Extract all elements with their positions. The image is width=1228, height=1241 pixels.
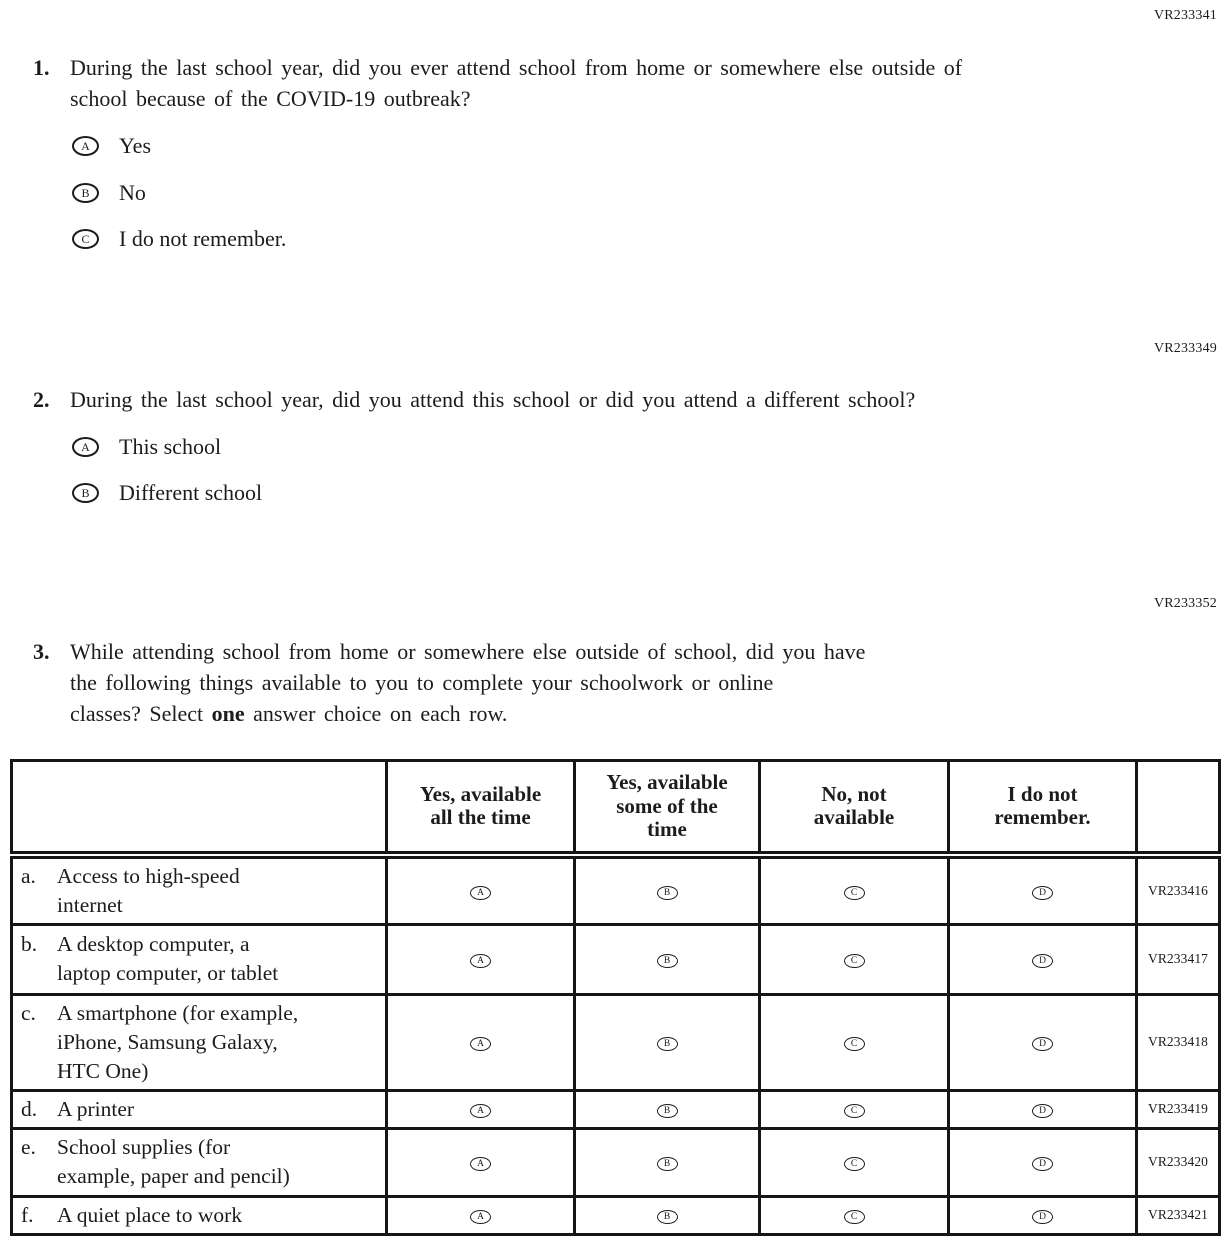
row-vr-code: VR233416: [1137, 855, 1220, 925]
response-grid: [10, 759, 1221, 1236]
row-vr-code: VR233419: [1137, 1090, 1220, 1128]
answer-bubble-c[interactable]: C: [844, 1104, 865, 1118]
answer-bubble-b[interactable]: B: [657, 1104, 678, 1118]
q1-option-b: [72, 180, 146, 206]
answer-bubble-d[interactable]: D: [1032, 886, 1053, 900]
q2-option-b: [72, 480, 262, 506]
row-vr-code: VR233417: [1137, 924, 1220, 994]
question-3-line: the following things available to you to complete your schoolwork or online: [70, 670, 774, 695]
table-row-b: [12, 924, 1220, 994]
table-row-a: [12, 855, 1220, 925]
table-row-d: [12, 1090, 1220, 1128]
answer-bubble-a[interactable]: A: [470, 954, 491, 968]
answer-bubble-c[interactable]: C: [72, 229, 99, 249]
table-row-e: [12, 1128, 1220, 1196]
question-1-line: During the last school year, did you ever attend school from home or somewhere else outside of: [70, 55, 963, 80]
question-3-line: [70, 698, 1080, 729]
row-letter: f.: [21, 1202, 34, 1227]
table-row-f: [12, 1196, 1220, 1234]
vr-code-q3: VR233352: [1153, 596, 1217, 611]
q1-option-c-label: I do not remember.: [119, 226, 287, 251]
row-letter: a.: [21, 863, 36, 888]
question-2-line: During the last school year, did you attend this school or did you attend a different school?: [70, 387, 916, 412]
header-line: all the time: [430, 805, 531, 830]
answer-bubble-c[interactable]: C: [844, 1210, 865, 1224]
row-letter: c.: [21, 1000, 36, 1025]
q3-line3-before: classes? Select: [70, 701, 212, 726]
answer-bubble-a[interactable]: A: [470, 1104, 491, 1118]
grid-header-row: [12, 761, 1220, 855]
row-vr-code: VR233421: [1137, 1196, 1220, 1234]
header-line: I do not: [1007, 781, 1078, 806]
row-label-line: School supplies (for: [57, 1135, 231, 1159]
row-letter: e.: [21, 1135, 36, 1159]
question-2: [33, 384, 1080, 415]
grid-header-empty: [12, 761, 387, 855]
answer-bubble-d[interactable]: D: [1032, 1037, 1053, 1051]
row-label-line: laptop computer, or tablet: [57, 961, 279, 985]
row-label-line: iPhone, Samsung Galaxy,: [57, 1029, 278, 1054]
answer-bubble-a[interactable]: A: [72, 136, 99, 156]
answer-bubble-b[interactable]: B: [657, 1157, 678, 1171]
q2-option-a-label: This school: [119, 434, 222, 459]
vr-code-q2: VR233349: [1153, 341, 1217, 356]
question-3: [33, 636, 1080, 729]
question-3-number: 3.: [33, 639, 50, 664]
answer-bubble-b[interactable]: B: [72, 483, 99, 503]
answer-bubble-d[interactable]: D: [1032, 1210, 1053, 1224]
header-line: time: [647, 817, 687, 841]
row-letter: b.: [21, 932, 38, 956]
question-2-number: 2.: [33, 387, 50, 412]
q1-option-b-label: No: [119, 180, 146, 205]
header-line: No, not: [821, 781, 887, 806]
header-line: Yes, available: [419, 781, 542, 806]
q3-line3-bold: one: [211, 701, 245, 726]
question-2-text: [70, 384, 1080, 415]
header-line: available: [813, 805, 895, 830]
row-label-line: A printer: [57, 1096, 135, 1121]
answer-bubble-a[interactable]: A: [470, 886, 491, 900]
grid-header-yes-all: [387, 761, 575, 855]
header-line: Yes, available: [606, 770, 728, 794]
q2-option-b-label: Different school: [119, 480, 263, 505]
row-label-line: internet: [57, 892, 123, 917]
answer-bubble-c[interactable]: C: [844, 954, 865, 968]
q1-option-a: [72, 133, 151, 159]
question-3-line: While attending school from home or somewhere else outside of school, did you have: [70, 639, 866, 664]
row-vr-code: VR233418: [1137, 994, 1220, 1090]
grid-header-no: [760, 761, 949, 855]
answer-bubble-a[interactable]: A: [72, 437, 99, 457]
answer-bubble-a[interactable]: A: [470, 1157, 491, 1171]
answer-bubble-a[interactable]: A: [470, 1037, 491, 1051]
grid-header-vr-empty: [1137, 761, 1220, 855]
answer-bubble-b[interactable]: B: [72, 183, 99, 203]
grid-header-remember: [949, 761, 1137, 855]
question-3-text: [70, 636, 1080, 729]
row-letter: d.: [21, 1096, 38, 1121]
question-1: [33, 52, 1080, 114]
answer-bubble-c[interactable]: C: [844, 1157, 865, 1171]
row-label-line: A smartphone (for example,: [57, 1000, 299, 1025]
row-label-line: example, paper and pencil): [57, 1164, 290, 1188]
question-1-line: school because of the COVID-19 outbreak?: [70, 86, 471, 111]
answer-bubble-c[interactable]: C: [844, 1037, 865, 1051]
row-label-line: A quiet place to work: [57, 1202, 243, 1227]
answer-bubble-d[interactable]: D: [1032, 1104, 1053, 1118]
answer-bubble-a[interactable]: A: [470, 1210, 491, 1224]
q2-option-a: [72, 434, 221, 460]
vr-code-q1: VR233341: [1153, 8, 1217, 23]
answer-bubble-b[interactable]: B: [657, 886, 678, 900]
question-1-text: [70, 52, 1080, 114]
header-line: remember.: [994, 805, 1091, 830]
answer-bubble-d[interactable]: D: [1032, 1157, 1053, 1171]
row-label-line: Access to high-speed: [57, 863, 240, 888]
q3-line3-after: answer choice on each row.: [244, 701, 508, 726]
answer-bubble-b[interactable]: B: [657, 1210, 678, 1224]
answer-bubble-b[interactable]: B: [657, 954, 678, 968]
answer-bubble-d[interactable]: D: [1032, 954, 1053, 968]
row-label-line: HTC One): [57, 1058, 149, 1083]
grid-header-yes-some: [575, 761, 760, 855]
q1-option-c: [72, 226, 286, 252]
row-vr-code: VR233420: [1137, 1128, 1220, 1196]
answer-bubble-c[interactable]: C: [844, 886, 865, 900]
row-label-line: A desktop computer, a: [57, 932, 250, 956]
answer-bubble-b[interactable]: B: [657, 1037, 678, 1051]
table-row-c: [12, 994, 1220, 1090]
question-1-number: 1.: [33, 55, 50, 80]
header-line: some of the: [616, 793, 718, 818]
q1-option-a-label: Yes: [119, 133, 152, 158]
